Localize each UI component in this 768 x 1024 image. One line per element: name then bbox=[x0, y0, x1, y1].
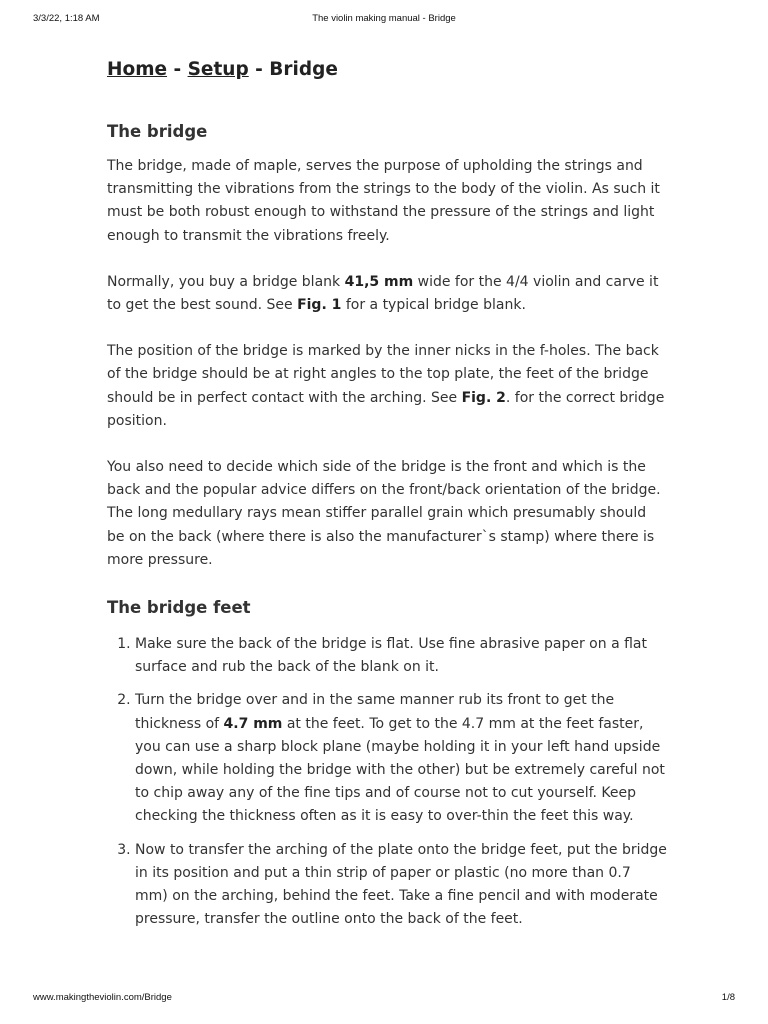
article-content bbox=[107, 54, 667, 941]
print-page-number: 1/8 bbox=[721, 992, 735, 1003]
breadcrumb-separator: - bbox=[248, 59, 270, 80]
breadcrumb-separator: - bbox=[167, 59, 188, 80]
figure-reference: Fig. 1 bbox=[297, 297, 342, 314]
text-run: The position of the bridge is marked by the inner nicks in the f-holes. The back of the bridge should be at right angles to the top plate, the feet of the bridge should be in perfect contact with the arching. See bbox=[107, 343, 659, 406]
breadcrumb bbox=[107, 54, 667, 86]
section-heading-bridge-feet: The bridge feet bbox=[107, 598, 251, 618]
text-run: . for the correct bridge position. bbox=[107, 389, 665, 429]
bold-measurement: 4.7 mm bbox=[223, 715, 283, 732]
text-run: for a typical bridge blank. bbox=[341, 297, 526, 314]
list-item: 1. Make sure the back of the bridge is flat. Use fine abrasive paper on a flat surface and rub the back of the blank on it. bbox=[135, 633, 667, 679]
figure-reference: Fig. 2 bbox=[461, 389, 506, 406]
print-datetime: 3/3/22, 1:18 AM bbox=[33, 13, 100, 24]
text-run: wide for the 4/4 violin and carve it to get the best sound. See bbox=[107, 273, 659, 314]
print-footer bbox=[0, 992, 768, 1006]
breadcrumb-current: Bridge bbox=[269, 59, 338, 80]
print-url: www.makingtheviolin.com/Bridge bbox=[33, 992, 172, 1003]
list-item bbox=[135, 689, 667, 828]
paragraph-bridge-purpose: The bridge, made of maple, serves the purpose of upholding the strings and transmitting the vibrations from the strings to the body of the violin. As such it must be both robust enough to withstand the pressure of the strings and light enough to transmit the vibrations freely. bbox=[107, 158, 660, 244]
paragraph-bridge-orientation: You also need to decide which side of the bridge is the front and which is the back and the popular advice differs on the front/back orientation of the bridge. The long medullary rays mean stiffer parallel grain which presumably should be on the back (where there is also the manufacturer`s stamp) where there is more pressure. bbox=[107, 459, 661, 568]
text-run: at the feet. To get to the 4.7 mm at the feet faster, you can use a sharp block plane (maybe holding it in your left hand upside down, while holding the bridge with the other) but be extremely careful not to chip away any of the fine tips and of course not to cut yourself. Keep checking the thickness often as it is easy to over-thin the feet this way. bbox=[135, 715, 665, 825]
paragraph-bridge-position bbox=[107, 340, 667, 433]
list-item: 3. Now to transfer the arching of the plate onto the bridge feet, put the bridge in its position and put a thin strip of paper or plastic (no more than 0.7 mm) on the arching, behind the feet. Take a fine pencil and with moderate pressure, transfer the outline onto the back of the feet. bbox=[135, 839, 667, 932]
breadcrumb-home-link[interactable]: Home bbox=[107, 59, 168, 80]
text-run: Normally, you buy a bridge blank bbox=[107, 273, 345, 290]
paragraph-bridge-blank bbox=[107, 271, 667, 317]
print-header bbox=[0, 13, 768, 27]
section-heading-bridge: The bridge bbox=[107, 122, 208, 141]
print-page-title: The violin making manual - Bridge bbox=[312, 13, 456, 24]
bridge-feet-steps bbox=[107, 633, 667, 931]
bold-measurement: 41,5 mm bbox=[344, 273, 414, 290]
breadcrumb-setup-link[interactable]: Setup bbox=[187, 59, 249, 80]
text-run: Turn the bridge over and in the same manner rub its front to get the thickness of bbox=[135, 692, 615, 732]
